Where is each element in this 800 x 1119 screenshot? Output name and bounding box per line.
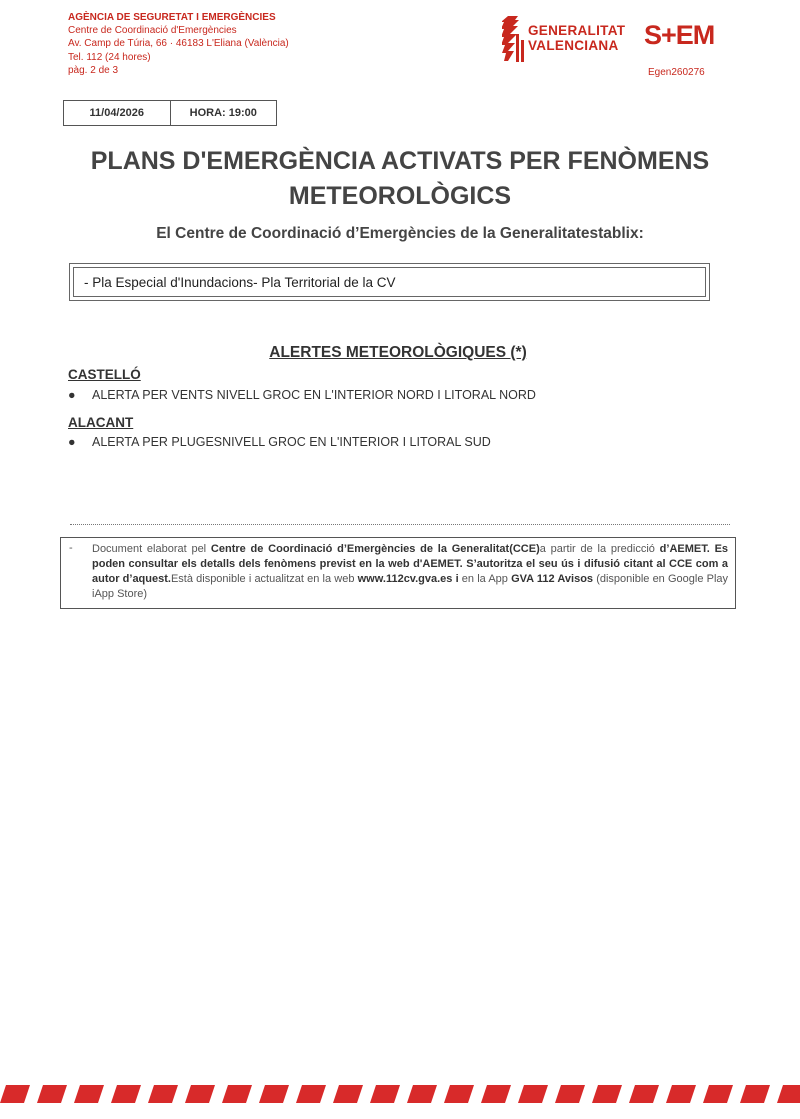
alert-item-castello [68,388,536,402]
report-time: HORA: 19:00 [189,107,257,119]
stripe-border [0,1083,800,1105]
subtitle: El Centre de Coordinació d’Emergències de la Generalitatestablix: [156,225,644,242]
disclaimer-cce: Centre de Coordinació d’Emergències de la Generalitat(CCE) [210,543,540,555]
alert-text: ALERTA PER VENTS NIVELL GROC EN L'INTERIOR NORD I LITORAL NORD [92,388,536,402]
stripe-segment [629,1085,659,1103]
date-time-box [63,100,277,126]
stripe-segment [148,1085,178,1103]
stripe-segment [481,1085,511,1103]
disclaimer-text [92,542,728,602]
page-title [50,144,750,214]
generalitat-wordmark [528,23,625,53]
stripe-segment [37,1085,67,1103]
stripe-segment [259,1085,289,1103]
disclaimer-part: Està disponible i actualitzat en la web [170,573,358,585]
gv-line2: VALENCIANA [528,38,619,53]
disclaimer-box [60,537,736,609]
disclaimer-part: en la App [458,573,512,585]
agency-centre: Centre de Coordinació d'Emergències [68,25,237,37]
document-code: Egen260276 [648,67,705,78]
stripe-segment [407,1085,437,1103]
plans-box [69,263,710,301]
stripe-segment [296,1085,326,1103]
stripe-segment [185,1085,215,1103]
stripe-segment [518,1085,548,1103]
stripe-segment [777,1085,800,1103]
stripe-segment [74,1085,104,1103]
stripe-segment [703,1085,733,1103]
agency-info [68,11,289,77]
alerts-title: ALERTES METEOROLÒGIQUES (*) [269,344,527,361]
stripe-segment [111,1085,141,1103]
agency-phone: Tel. 112 (24 hores) [68,51,151,63]
bullet-icon: ● [68,388,76,402]
alert-text: ALERTA PER PLUGESNIVELL GROC EN L'INTERIOR I LITORAL SUD [92,435,491,449]
title-line2: METEOROLÒGICS [288,182,512,210]
alert-item-alacant [68,435,491,449]
stripe-segment [333,1085,363,1103]
agency-name: AGÈNCIA DE SEGURETAT I EMERGÈNCIES [68,12,276,23]
agency-address: Av. Camp de Túria, 66 · 46183 L'Eliana (València) [68,38,289,50]
stripe-segment [592,1085,622,1103]
disclaimer-part: a partir de la predicció [539,543,660,555]
disclaimer-dash: - [69,542,73,554]
stripe-segment [555,1085,585,1103]
bullet-icon: ● [68,435,76,449]
gv-line1: GENERALITAT [528,23,626,38]
stripe-segment [740,1085,770,1103]
dotted-divider [70,524,730,525]
title-line1: PLANS D'EMERGÈNCIA ACTIVATS PER FENÒMENS [90,147,710,175]
page-number: pàg. 2 de 3 [68,64,119,76]
disclaimer-part: (disponible en Google Play iApp Store) [92,573,729,600]
stripe-segment [222,1085,252,1103]
disclaimer-web: www.112cv.gva.es i [357,573,459,585]
disclaimer-part: Document elaborat pel [92,543,211,555]
plans-text: - Pla Especial d'Inundacions- Pla Territorial de la CV [73,267,706,297]
sem-logo: S+EM [644,20,715,50]
stripe-segment [444,1085,474,1103]
stripe-segment [666,1085,696,1103]
disclaimer-aemet: d’AEMET. Es poden consultar els detalls dels fenòmens previst en la web d'AEMET. S’autoritza el seu ús i difusió citant al CCE com a autor d’aquest. [92,543,729,585]
stripe-segment [0,1085,30,1103]
disclaimer-app: GVA 112 Avisos [511,573,594,585]
report-date: 11/04/2026 [64,101,171,125]
region-alacant: ALACANT [68,415,134,430]
stripe-segment [370,1085,400,1103]
region-castello: CASTELLÓ [68,367,141,382]
